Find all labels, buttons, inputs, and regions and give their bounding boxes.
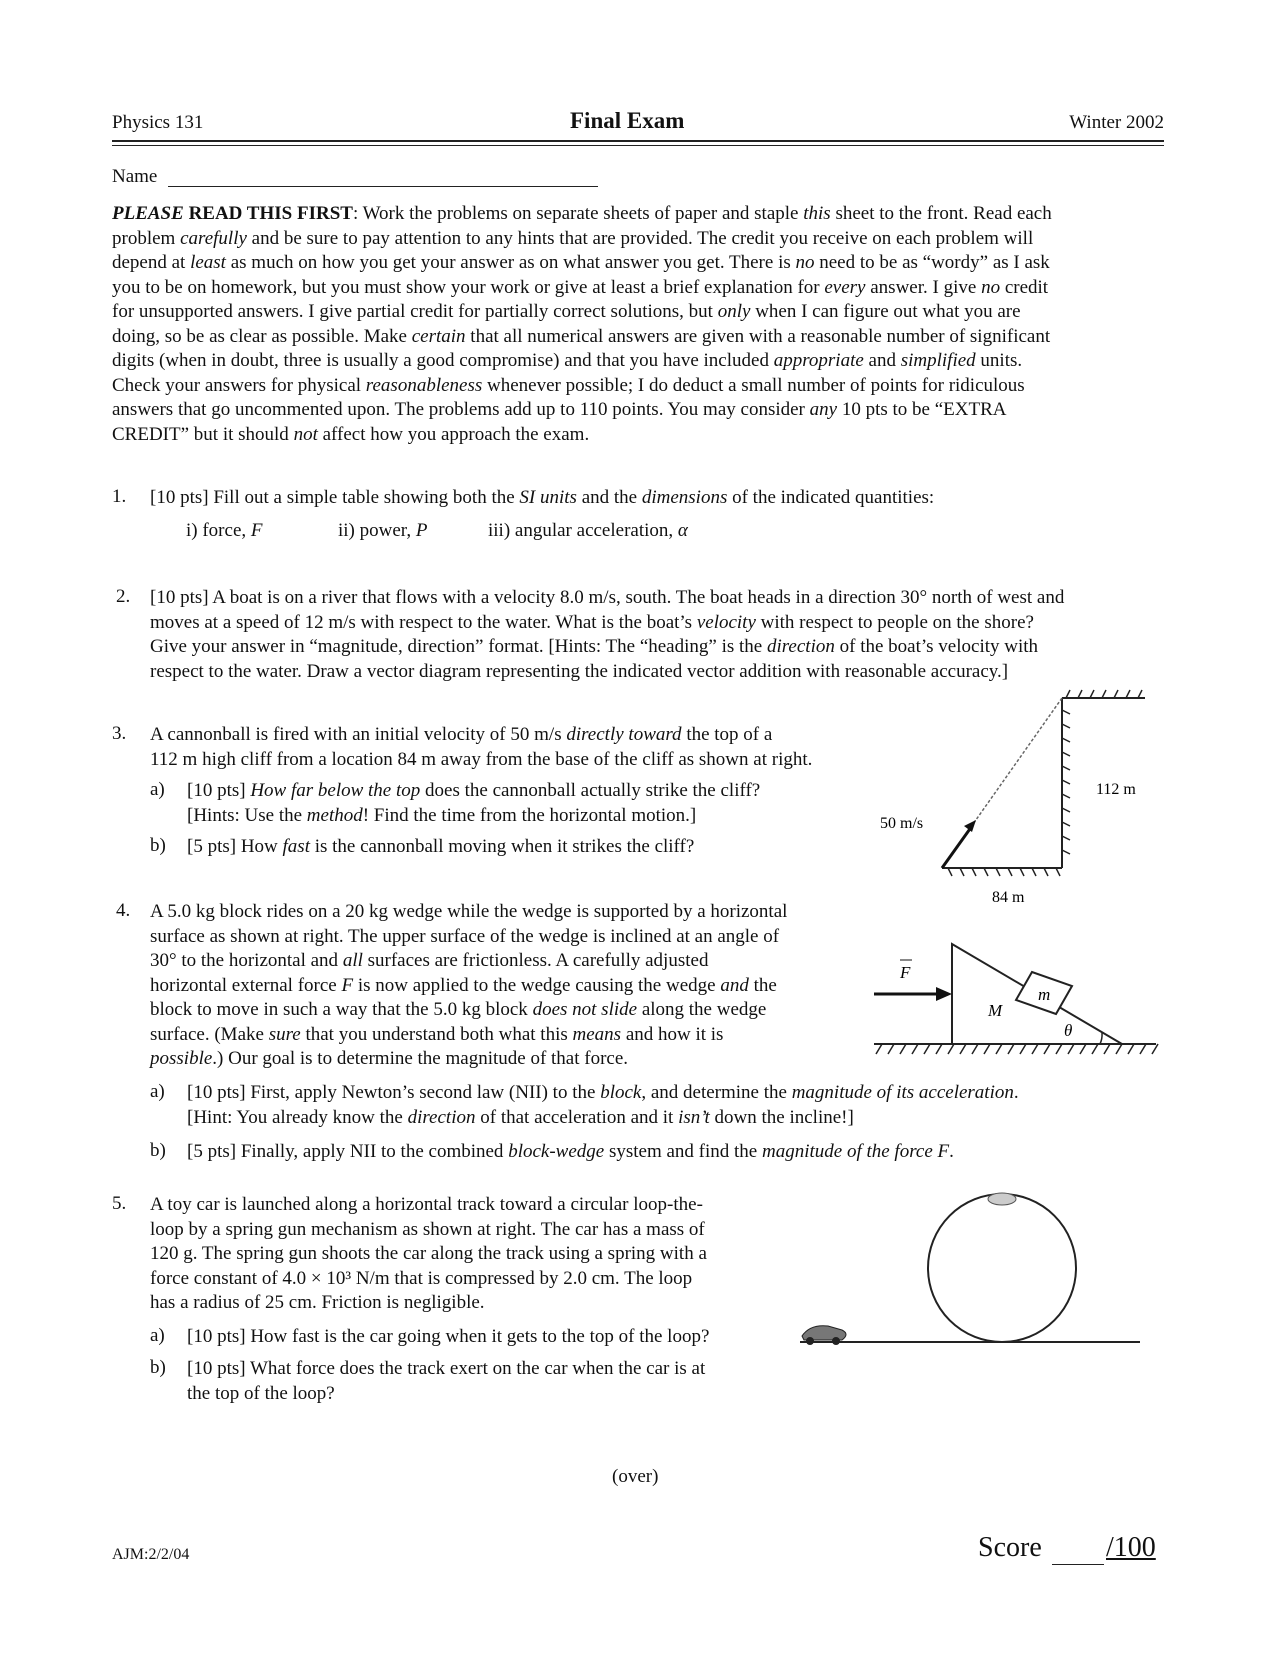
instr-line: you to be on homework, but you must show your work or give at least a brief explanation for every answer. I give no credit xyxy=(112,276,1049,298)
q1-item-power: ii) power, P xyxy=(338,520,428,541)
instr-line: depend at least as much on how you get your answer as on what answer you get. There is no need to be as “wordy” as I ask xyxy=(112,252,1050,273)
instr-line: answers that go uncommented upon. The problems add up to 110 points. You may consider any 10 pts to be “EXTRA xyxy=(112,399,1007,420)
q4b-text: [5 pts] Finally, apply NII to the combined block-wedge system and find the magnitude of the force F. xyxy=(187,1141,954,1162)
q5a-text: [10 pts] How fast is the car going when it gets to the top of the loop? xyxy=(187,1326,710,1347)
course-label: Physics 131 xyxy=(112,112,204,133)
car-wheel-rear xyxy=(806,1337,814,1345)
velocity-label: 50 m/s xyxy=(880,815,924,832)
q2-text: [10 pts] A boat is on a river that flows with a velocity 8.0 m/s, south. The boat heads in a direction 30° north of west and moves at a speed of 12 m/s with respect to the water. What is the boat’s velocity with respect to people on the shore? Give your answer in “magnitude, direction” format. [Hints: The “heading” is the direction of the boat’s velocity with respect to the water. Draw a vector diagram representing the indicated vector addition with reasonable accuracy.] xyxy=(150,587,1065,682)
instructions xyxy=(112,202,1164,447)
q5a-label: a) xyxy=(150,1325,165,1346)
q4b-label: b) xyxy=(150,1140,166,1161)
cliff-wall-hatch xyxy=(1062,710,1070,854)
q1-item-angular: iii) angular acceleration, α xyxy=(488,520,688,541)
header-rule xyxy=(112,140,1164,142)
loop-figure xyxy=(790,1190,1150,1350)
q4a-text: [10 pts] First, apply Newton’s second law (NII) to the block, and determine the magnitude of its acceleration. [Hint: You already know the direction of that acceleration and it isn’t down the incline!] xyxy=(187,1082,1019,1128)
score-label: Score xyxy=(978,1532,1042,1563)
score-total: /100 xyxy=(1106,1532,1156,1563)
q4a-label: a) xyxy=(150,1081,165,1102)
instr-line: CREDIT” but it should not affect how you approach the exam. xyxy=(112,423,590,445)
q1-number: 1. xyxy=(112,486,127,507)
q1-text: [10 pts] Fill out a simple table showing both the SI units and the dimensions of the indicated quantities: xyxy=(150,487,935,508)
instr-line: doing, so be as clear as possible. Make certain that all numerical answers are given with a reasonable number of significant xyxy=(112,325,1051,347)
force-arrowhead xyxy=(936,987,952,1001)
name-label: Name xyxy=(112,166,158,187)
q2-number: 2. xyxy=(116,586,131,607)
q4-number: 4. xyxy=(116,900,131,921)
q4-text: A 5.0 kg block rides on a 20 kg wedge while the wedge is supported by a horizontal surface as shown at right. The upper surface of the wedge is inclined at an angle of 30° to the horizontal and all surfaces are frictionless. A carefully adjusted horizontal external force F is now applied to the wedge causing the wedge and the block to move in such a way that the 5.0 kg block does not slide along the wedge surface. (Make sure that you understand both what this means and how it is possible.) Our goal is to determine the magnitude of that force. xyxy=(150,901,788,1069)
distance-label: 84 m xyxy=(992,889,1025,906)
angle-label: θ xyxy=(1064,1021,1073,1040)
exam-title: Final Exam xyxy=(570,108,685,133)
wedge-figure xyxy=(866,940,1166,1070)
q1-item-force: i) force, F xyxy=(186,520,263,541)
instr-line: digits (when in doubt, three is usually a good compromise) and that you have included appropriate and simplified units. xyxy=(112,350,1023,371)
q5b-label: b) xyxy=(150,1357,166,1378)
height-label: 112 m xyxy=(1096,781,1136,798)
instr-line: Check your answers for physical reasonableness whenever possible; I do deduct a small number of points for ridiculous xyxy=(112,374,1025,396)
q3a-text: [10 pts] How far below the top does the cannonball actually strike the cliff? [Hints: Use the method! Find the time from the horizontal motion.] xyxy=(187,780,761,826)
loop-track xyxy=(928,1194,1076,1342)
car-at-top xyxy=(988,1193,1016,1205)
q5-number: 5. xyxy=(112,1193,127,1214)
document-code: AJM:2/2/04 xyxy=(112,1546,190,1563)
angle-arc xyxy=(1100,1033,1102,1044)
instr-line: problem carefully and be sure to pay attention to any hints that are provided. The credit you receive on each problem will xyxy=(112,227,1034,249)
velocity-arrowhead xyxy=(964,820,976,832)
q3a-label: a) xyxy=(150,779,165,800)
velocity-arrow xyxy=(942,826,972,868)
force-label: F xyxy=(900,963,911,982)
name-field-line[interactable] xyxy=(168,186,598,187)
q3-number: 3. xyxy=(112,723,127,744)
term-label: Winter 2002 xyxy=(1069,112,1164,133)
q5b-text: [10 pts] What force does the track exert on the car when the car is at the top of the loop? xyxy=(187,1358,706,1404)
q3-text: A cannonball is fired with an initial velocity of 50 m/s directly toward the top of a 112 m high cliff from a location 84 m away from the base of the cliff as shown at right. xyxy=(150,724,813,770)
ground-hatch xyxy=(948,868,1060,876)
q5-text: A toy car is launched along a horizontal track toward a circular loop-the- loop by a spring gun mechanism as shown at right. The car has a mass of 120 g. The spring gun shoots the car along the track using a spring with a force constant of 4.0 × 10³ N/m that is compressed by 2.0 cm. The loop has a radius of 25 cm. Friction is negligible. xyxy=(150,1194,707,1313)
header-rule-thin xyxy=(112,145,1164,146)
wedge-ground-hatch xyxy=(876,1044,1158,1054)
car-wheel-front xyxy=(832,1337,840,1345)
score-blank[interactable] xyxy=(1052,1564,1104,1565)
instr-line: PLEASE READ THIS FIRST: Work the problems on separate sheets of paper and staple this sheet to the front. Read each xyxy=(112,203,1052,224)
wedge-label: M xyxy=(988,1001,1003,1020)
instr-line: for unsupported answers. I give partial credit for partially correct solutions, but only when I can figure out what you are xyxy=(112,301,1021,322)
over-note: (over) xyxy=(612,1466,659,1487)
q3b-text: [5 pts] How fast is the cannonball moving when it strikes the cliff? xyxy=(187,836,695,857)
cliff-figure xyxy=(880,690,1160,910)
cliff-top-hatch xyxy=(1066,690,1142,698)
block-label: m xyxy=(1038,985,1051,1004)
q3b-label: b) xyxy=(150,835,166,856)
